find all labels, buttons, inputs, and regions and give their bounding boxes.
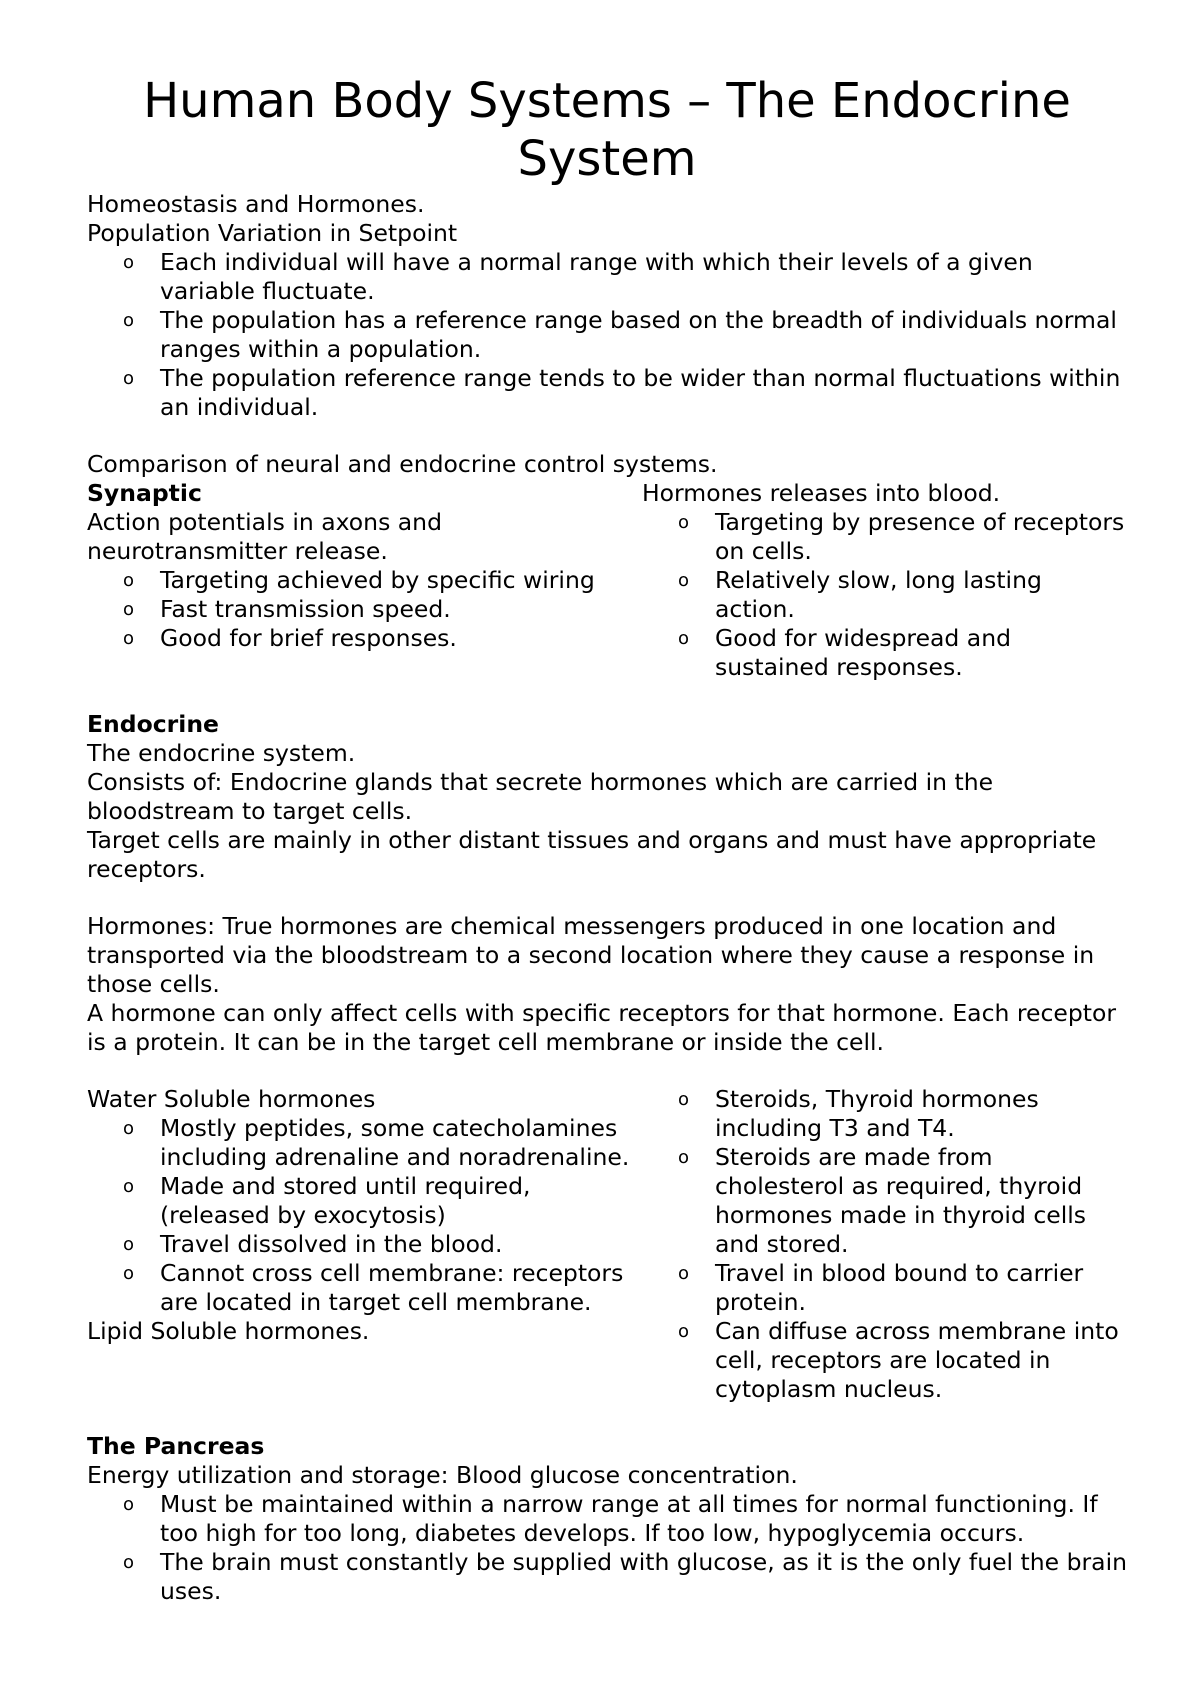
list-item: o Steroids, Thyroid hormones including T3 and T4. — [678, 1085, 1039, 1142]
synaptic-bullet-list — [87, 566, 642, 653]
synaptic-title: Synaptic — [87, 479, 202, 507]
list-item: o Relatively slow, long lasting action. — [678, 566, 1042, 623]
bullet-glyph: o — [678, 512, 690, 533]
comparison-heading: Comparison of neural and endocrine control systems. — [87, 450, 718, 478]
endocrine-title: Endocrine — [87, 710, 219, 738]
lipid-soluble-bullet-list — [642, 1085, 1127, 1404]
bullet-glyph: o — [123, 1234, 135, 1255]
synaptic-intro: Action potentials in axons and neurotransmitter release. — [87, 508, 442, 565]
list-item: o Each individual will have a normal range with which their levels of a given variable fluctuate. — [123, 248, 1033, 305]
list-item: o The brain must constantly be supplied with glucose, as it is the only fuel the brain uses. — [123, 1548, 1127, 1605]
bullet-glyph: o — [678, 628, 690, 649]
bullet-glyph: o — [123, 368, 135, 389]
bullet-glyph: o — [678, 1321, 690, 1342]
list-item: o Must be maintained within a narrow range at all times for normal functioning. If too high for too long, diabetes develops. If too low, hypoglycemia occurs. — [123, 1490, 1098, 1547]
list-item: o Cannot cross cell membrane: receptors are located in target cell membrane. — [123, 1259, 624, 1316]
list-item: o Fast transmission speed. — [123, 595, 451, 623]
bullet-glyph: o — [123, 1176, 135, 1197]
list-item: o The population reference range tends to be wider than normal fluctuations within an individual. — [123, 364, 1121, 421]
list-item: o Good for brief responses. — [123, 624, 457, 652]
list-item: o Can diffuse across membrane into cell, receptors are located in cytoplasm nucleus. — [678, 1317, 1119, 1403]
list-item: o Travel in blood bound to carrier protein. — [678, 1259, 1084, 1316]
document-page — [87, 72, 1127, 1606]
water-soluble-heading: Water Soluble hormones — [87, 1085, 376, 1113]
bullet-glyph: o — [678, 1089, 690, 1110]
list-item: o Steroids are made from cholesterol as required, thyroid hormones made in thyroid cells and stored. — [678, 1143, 1087, 1258]
list-item: o Targeting by presence of receptors on cells. — [678, 508, 1125, 565]
list-item: o Mostly peptides, some catecholamines including adrenaline and noradrenaline. — [123, 1114, 630, 1171]
document-title: Human Body Systems – The Endocrine System — [143, 73, 1071, 187]
bullet-glyph: o — [123, 570, 135, 591]
bullet-glyph: o — [678, 1147, 690, 1168]
bullet-glyph: o — [123, 252, 135, 273]
list-item: o Good for widespread and sustained responses. — [678, 624, 1012, 681]
lipid-soluble-heading: Lipid Soluble hormones. — [87, 1317, 370, 1345]
hormonal-bullet-list — [642, 508, 1127, 682]
setpoint-subheading: Population Variation in Setpoint — [87, 219, 458, 247]
list-item: o Targeting achieved by specific wiring — [123, 566, 595, 594]
pancreas-intro: Energy utilization and storage: Blood glucose concentration. — [87, 1461, 798, 1489]
bullet-glyph: o — [678, 570, 690, 591]
endocrine-line: Consists of: Endocrine glands that secrete hormones which are carried in the bloodstream to target cells. — [87, 768, 994, 825]
hormonal-column — [642, 479, 1127, 682]
bullet-glyph: o — [678, 1263, 690, 1284]
homeostasis-heading: Homeostasis and Hormones. — [87, 190, 425, 218]
bullet-glyph: o — [123, 1552, 135, 1573]
hormonal-intro: Hormones releases into blood. — [642, 479, 1001, 507]
lipid-soluble-column — [642, 1085, 1127, 1404]
bullet-glyph: o — [123, 310, 135, 331]
bullet-glyph: o — [123, 628, 135, 649]
list-item: o Travel dissolved in the blood. — [123, 1230, 503, 1258]
solubility-columns — [87, 1085, 1127, 1404]
list-item: o The population has a reference range based on the breadth of individuals normal ranges within a population. — [123, 306, 1117, 363]
hormones-paragraph: Hormones: True hormones are chemical messengers produced in one location and transported via the bloodstream to a second location where they cause a response in those cells. — [87, 912, 1095, 998]
water-soluble-column — [87, 1085, 642, 1404]
bullet-glyph: o — [123, 599, 135, 620]
synaptic-column — [87, 479, 642, 682]
endocrine-line: Target cells are mainly in other distant tissues and organs and must have appropriate receptors. — [87, 826, 1097, 883]
comparison-columns — [87, 479, 1127, 682]
hormones-paragraph: A hormone can only affect cells with specific receptors for that hormone. Each receptor is a protein. It can be in the target cell membrane or inside the cell. — [87, 999, 1117, 1056]
bullet-glyph: o — [123, 1118, 135, 1139]
endocrine-line: The endocrine system. — [87, 739, 356, 767]
water-soluble-bullet-list — [87, 1114, 642, 1317]
pancreas-bullet-list — [87, 1490, 1127, 1606]
pancreas-title: The Pancreas — [87, 1432, 265, 1460]
bullet-glyph: o — [123, 1263, 135, 1284]
list-item: o Made and stored until required, (released by exocytosis) — [123, 1172, 531, 1229]
setpoint-bullet-list — [87, 248, 1127, 422]
bullet-glyph: o — [123, 1494, 135, 1515]
